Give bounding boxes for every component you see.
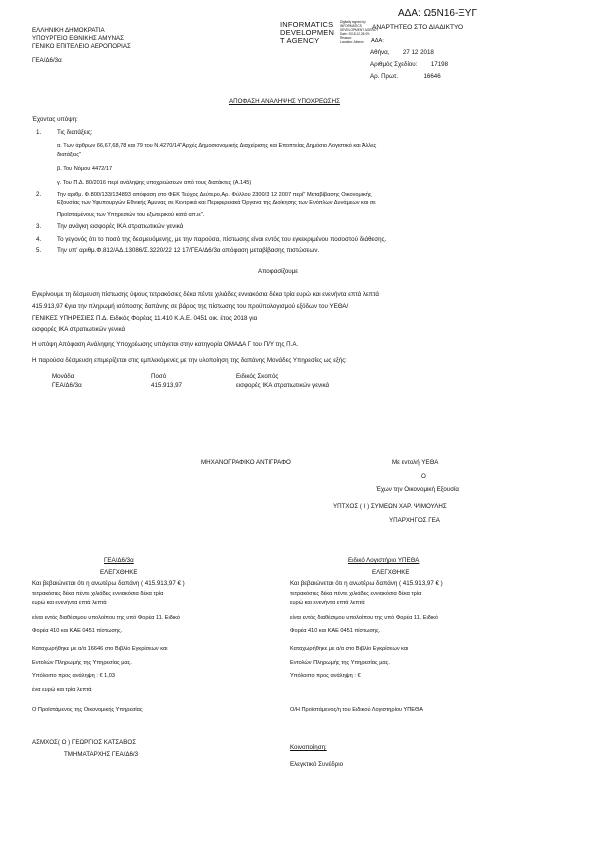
mandate-line: Με εντολή ΥΕΘΑ bbox=[392, 459, 439, 466]
org-line-2: ΥΠΟΥΡΓΕΙΟ ΕΘΝΙΚΗΣ ΑΜΥΝΑΣ bbox=[32, 35, 125, 42]
right-box-line-7: Εντολών Πληρωμής της Υπηρεσίας μας. bbox=[290, 660, 390, 666]
table-cell-amount: 415.913,97 bbox=[151, 382, 182, 389]
left-box-line-7: Εντολών Πληρωμής της Υπηρεσίας μας. bbox=[32, 660, 132, 666]
right-box-line-1: Και βεβαιώνεται ότι η ανωτέρω δαπάνη ( 415.913,97 € ) bbox=[290, 580, 443, 587]
protocol-number-value: 16646 bbox=[423, 73, 441, 80]
body-para-6: Η παρούσα δέσμευση επιμερίζεται στις εμπλεκόμενες με την υλοποίηση της δαπάνης Μονάδες Υπηρεσίες ως εξής: bbox=[32, 357, 347, 364]
mandate-o: Ο bbox=[421, 473, 426, 480]
decide-heading: Αποφασίζουμε bbox=[258, 268, 298, 275]
item-4-text: Το γεγονός ότι το ποσό της δεσμευόμενης, με την παρούσα, πίστωσης είναι εντός του εγκεκριμένου ποσοστού διάθεσης. bbox=[57, 236, 387, 243]
draft-number-line bbox=[370, 61, 448, 69]
notification-recipient: Ελεγκτικό Συνέδριο bbox=[290, 761, 344, 768]
left-box-head: Ο Προϊστάμενος της Οικονομικής Υπηρεσίας bbox=[32, 707, 143, 713]
item-2-number: 2. bbox=[36, 191, 42, 198]
item-5-number: 5. bbox=[36, 247, 42, 254]
right-box-line-4: είναι εντός διαθέσιμου υπολοίπου της υπό Φορέα 11. Ειδικό bbox=[290, 615, 438, 621]
protocol-number-line bbox=[370, 73, 441, 81]
left-box-checked: ΕΛΕΓΧΘΗΚΕ bbox=[100, 569, 138, 576]
org-unit: ΓΕΑ/Δ6/3α bbox=[32, 57, 62, 64]
right-box-line-5: Φορέα 410 και ΚΑΕ 0451 πίστωσης. bbox=[290, 628, 381, 634]
stamp-fine-1: Digitally signed by bbox=[340, 20, 366, 24]
table-header-unit: Μονάδα bbox=[52, 373, 75, 380]
draft-number-value: 17198 bbox=[430, 61, 449, 68]
item-1b-text: β. Του Νόμου 4472/17 bbox=[57, 166, 113, 172]
left-box-line-9: ένα ευρώ και τρία λεπτά bbox=[32, 687, 92, 693]
item-2-line-3: Προϊσταμένους των Υπηρεσιών του εξωτερικού κατά απ.ιε". bbox=[57, 212, 205, 218]
left-box-line-5: Φορέα 410 και ΚΑΕ 0451 πίστωσης. bbox=[32, 628, 123, 634]
table-cell-unit: ΓΕΑ/Δ6/3α bbox=[52, 382, 82, 389]
right-box-checked: ΕΛΕΓΧΘΗΚΕ bbox=[372, 569, 410, 576]
stamp-fine-3: DEVELOPMENT AGENCY bbox=[340, 28, 379, 32]
ada-number: ΑΔΑ: Ω5Ν16-ΞΥΓ bbox=[398, 8, 477, 19]
item-1-text: Τις διατάξεις: bbox=[57, 129, 93, 136]
item-1-number: 1. bbox=[36, 129, 42, 136]
left-box-signer-role: ΤΜΗΜΑΤΑΡΧΗΣ ΓΕΑ/Δ6/3 bbox=[64, 751, 139, 758]
stamp-fine-4: Date: 2018.12.28 09: bbox=[340, 32, 370, 36]
stamp-ada-label: ΑΔΑ: bbox=[371, 38, 384, 44]
right-box-unit: Ειδικό Λογιστήριο ΥΠΕΘΑ bbox=[348, 557, 420, 564]
item-3-text: Την ανάγκη εισφορές ΙΚΑ στρατιωτικών γενικά bbox=[57, 223, 184, 230]
body-para-5: Η υπόψη Απόφαση Ανάληψης Υποχρέωσης υπάγεται στην κατηγορία ΟΜΑΔΑ Γ του Π/Υ της Π.Α. bbox=[32, 341, 299, 348]
item-1c-text: γ. Του Π.Δ. 80/2016 περί ανάληψης υποχρεώσεων από τους διατάκτες (Α.145) bbox=[57, 180, 252, 186]
right-box-line-3: ευρώ και ενενήντα επτά λεπτά bbox=[290, 600, 365, 606]
right-box-line-2: τετρακόσιες δέκα πέντε χιλιάδες εννιακόσια δέκα τρία bbox=[290, 591, 422, 597]
date-line bbox=[370, 49, 434, 57]
left-box-line-6: Καταχωρήθηκε με α/α 16646 στο Βιβλίο Εγκρίσεων και bbox=[32, 646, 168, 652]
left-box-line-2: τετρακόσιες δέκα πέντε χιλιάδες εννιακόσια δέκα τρία bbox=[32, 591, 164, 597]
stamp-fine-5: Reason: bbox=[340, 36, 352, 40]
org-line-1: ΕΛΛΗΝΙΚΗ ΔΗΜΟΚΡΑΤΙΑ bbox=[32, 27, 105, 34]
left-box-unit: ΓΕΑ/Δ6/3α bbox=[104, 557, 134, 564]
protocol-number-label: Αρ. Πρωτ. bbox=[370, 73, 398, 80]
item-5-text: Την υπ' αριθμ.Φ.812/ΑΔ.13086/Σ.3220/22 12 17/ΓΕΑ/Δ6/3α απόφαση μεταβίβασης πιστώσεων. bbox=[57, 247, 320, 254]
having-in-mind: Έχοντας υπόψη: bbox=[32, 116, 78, 123]
left-box-line-3: ευρώ και ενενήντα επτά λεπτά bbox=[32, 600, 107, 606]
right-box-head: Ο/Η Προϊστάμενος/η του Ειδικού Λογιστηρίου ΥΠΕΘΑ bbox=[290, 707, 423, 713]
left-box-signer: ΑΣΜΧΟΣ( Ο ) ΓΕΩΡΓΙΟΣ ΚΑΤΣΑΒΟΣ bbox=[32, 739, 137, 746]
right-box-line-6: Καταχωρήθηκε με α/α στο Βιβλίο Εγκρίσεων και bbox=[290, 646, 409, 652]
table-header-amount: Ποσό bbox=[151, 373, 167, 380]
left-box-line-8: Υπόλοιπο προς ανάληψη : € 1,03 bbox=[32, 673, 115, 679]
table-cell-purpose: εισφορές ΙΚΑ στρατιωτικών γενικά bbox=[236, 382, 330, 389]
signer-name: ΥΠΤΧΟΣ ( Ι ) ΣΥΜΕΩΝ ΧΑΡ. ΨΙΜΟΥΛΗΣ bbox=[333, 503, 447, 510]
left-box-line-1: Και βεβαιώνεται ότι η ανωτέρω δαπάνη ( 415.913,97 € ) bbox=[32, 580, 185, 587]
item-1a-text: α. Των άρθρων 66,67,68,78 και 79 του Ν.4270/14"Αρχές Δημοσιονομικής Διαχείρισης και Εποπτείας Δημόσιο Λογιστικό και Άλλες bbox=[57, 143, 377, 149]
body-para-2: 415.913,97 €για την πληρωμή ισόποσης δαπάνης σε βάρος της πίστωσης του προϋπολογισμού εξόδων του ΥΕΘΑ/ bbox=[32, 303, 349, 310]
table-header-purpose: Ειδικός Σκοπός bbox=[236, 373, 279, 380]
date-label: Αθήνα, bbox=[370, 49, 390, 56]
item-1a-text-cont: διατάξεις" bbox=[57, 152, 81, 158]
stamp-agency-line-1: INFORMATICS bbox=[280, 20, 334, 29]
body-para-4: εισφορές ΙΚΑ στρατιωτικών γενικά bbox=[32, 326, 126, 333]
right-box-line-8: Υπόλοιπο προς ανάληψη : € bbox=[290, 673, 361, 679]
item-2-line-1: Την αριθμ. Φ.800/133/134893 απόφαση στο ΦΕΚ Τεύχος Δεύτερο,Αρ. Φύλλου 2300/3 12 2007 περί" Μεταβίβασης Οικονομικής bbox=[57, 192, 372, 198]
draft-number-label: Αριθμός Σχεδίου: bbox=[370, 61, 418, 68]
stamp-agency-line-3: T AGENCY bbox=[280, 36, 320, 45]
item-3-number: 3. bbox=[36, 223, 42, 230]
org-line-3: ΓΕΝΙΚΟ ΕΠΙΤΕΛΕΙΟ ΑΕΡΟΠΟΡΙΑΣ bbox=[32, 43, 131, 50]
stamp-fine-6: Location: Athens bbox=[340, 40, 364, 44]
item-4-number: 4. bbox=[36, 236, 42, 243]
signer-role: ΥΠΑΡΧΗΓΟΣ ΓΕΑ bbox=[389, 517, 440, 524]
date-value: 27 12 2018 bbox=[402, 49, 434, 56]
stamp-fine-2: INFORMATICS bbox=[340, 24, 362, 28]
mechanographic-copy: ΜΗΧΑΝΟΓΡΑΦΙΚΟ ΑΝΤΙΓΡΑΦΟ bbox=[201, 459, 291, 466]
body-para-1: Εγκρίνουμε τη δέσμευση πίστωσης ύψους τετρακόσιες δέκα πέντε χιλιάδες εννιακόσια δέκα τρία ευρώ και ενενήντα επτά λεπτά bbox=[32, 291, 379, 298]
item-2-line-2: Εξουσίας των Υφυπουργών Εθνικής Άμυνας σε Κεντρικά και Περιφερειακά Όργανα της Διοίκησης των Ενόπλων Δυνάμεων και σε bbox=[57, 200, 376, 206]
document-title: ΑΠΟΦΑΣΗ ΑΝΑΛΗΨΗΣ ΥΠΟΧΡΕΩΣΗΣ bbox=[229, 98, 340, 105]
left-box-line-4: είναι εντός διαθέσιμου υπολοίπου της υπό Φορέα 11. Ειδικό bbox=[32, 615, 180, 621]
body-para-3: ΓΕΝΙΚΕΣ ΥΠΗΡΕΣΙΕΣ Π.Δ. Ειδικός Φορέας 11.410 Κ.Α.Ε. 0451 οικ. έτος 2018 για bbox=[32, 315, 258, 322]
financial-authority: Έχων την Οικονομική Εξουσία bbox=[376, 486, 459, 493]
notification-heading: Κοινοποίηση: bbox=[290, 744, 327, 751]
stamp-publish-note: ΑΝΑΡΤΗΤΕΟ ΣΤΟ ΔΙΑΔΙΚΤΥΟ bbox=[372, 24, 464, 31]
stamp-agency-line-2: DEVELOPMEN bbox=[280, 28, 335, 37]
